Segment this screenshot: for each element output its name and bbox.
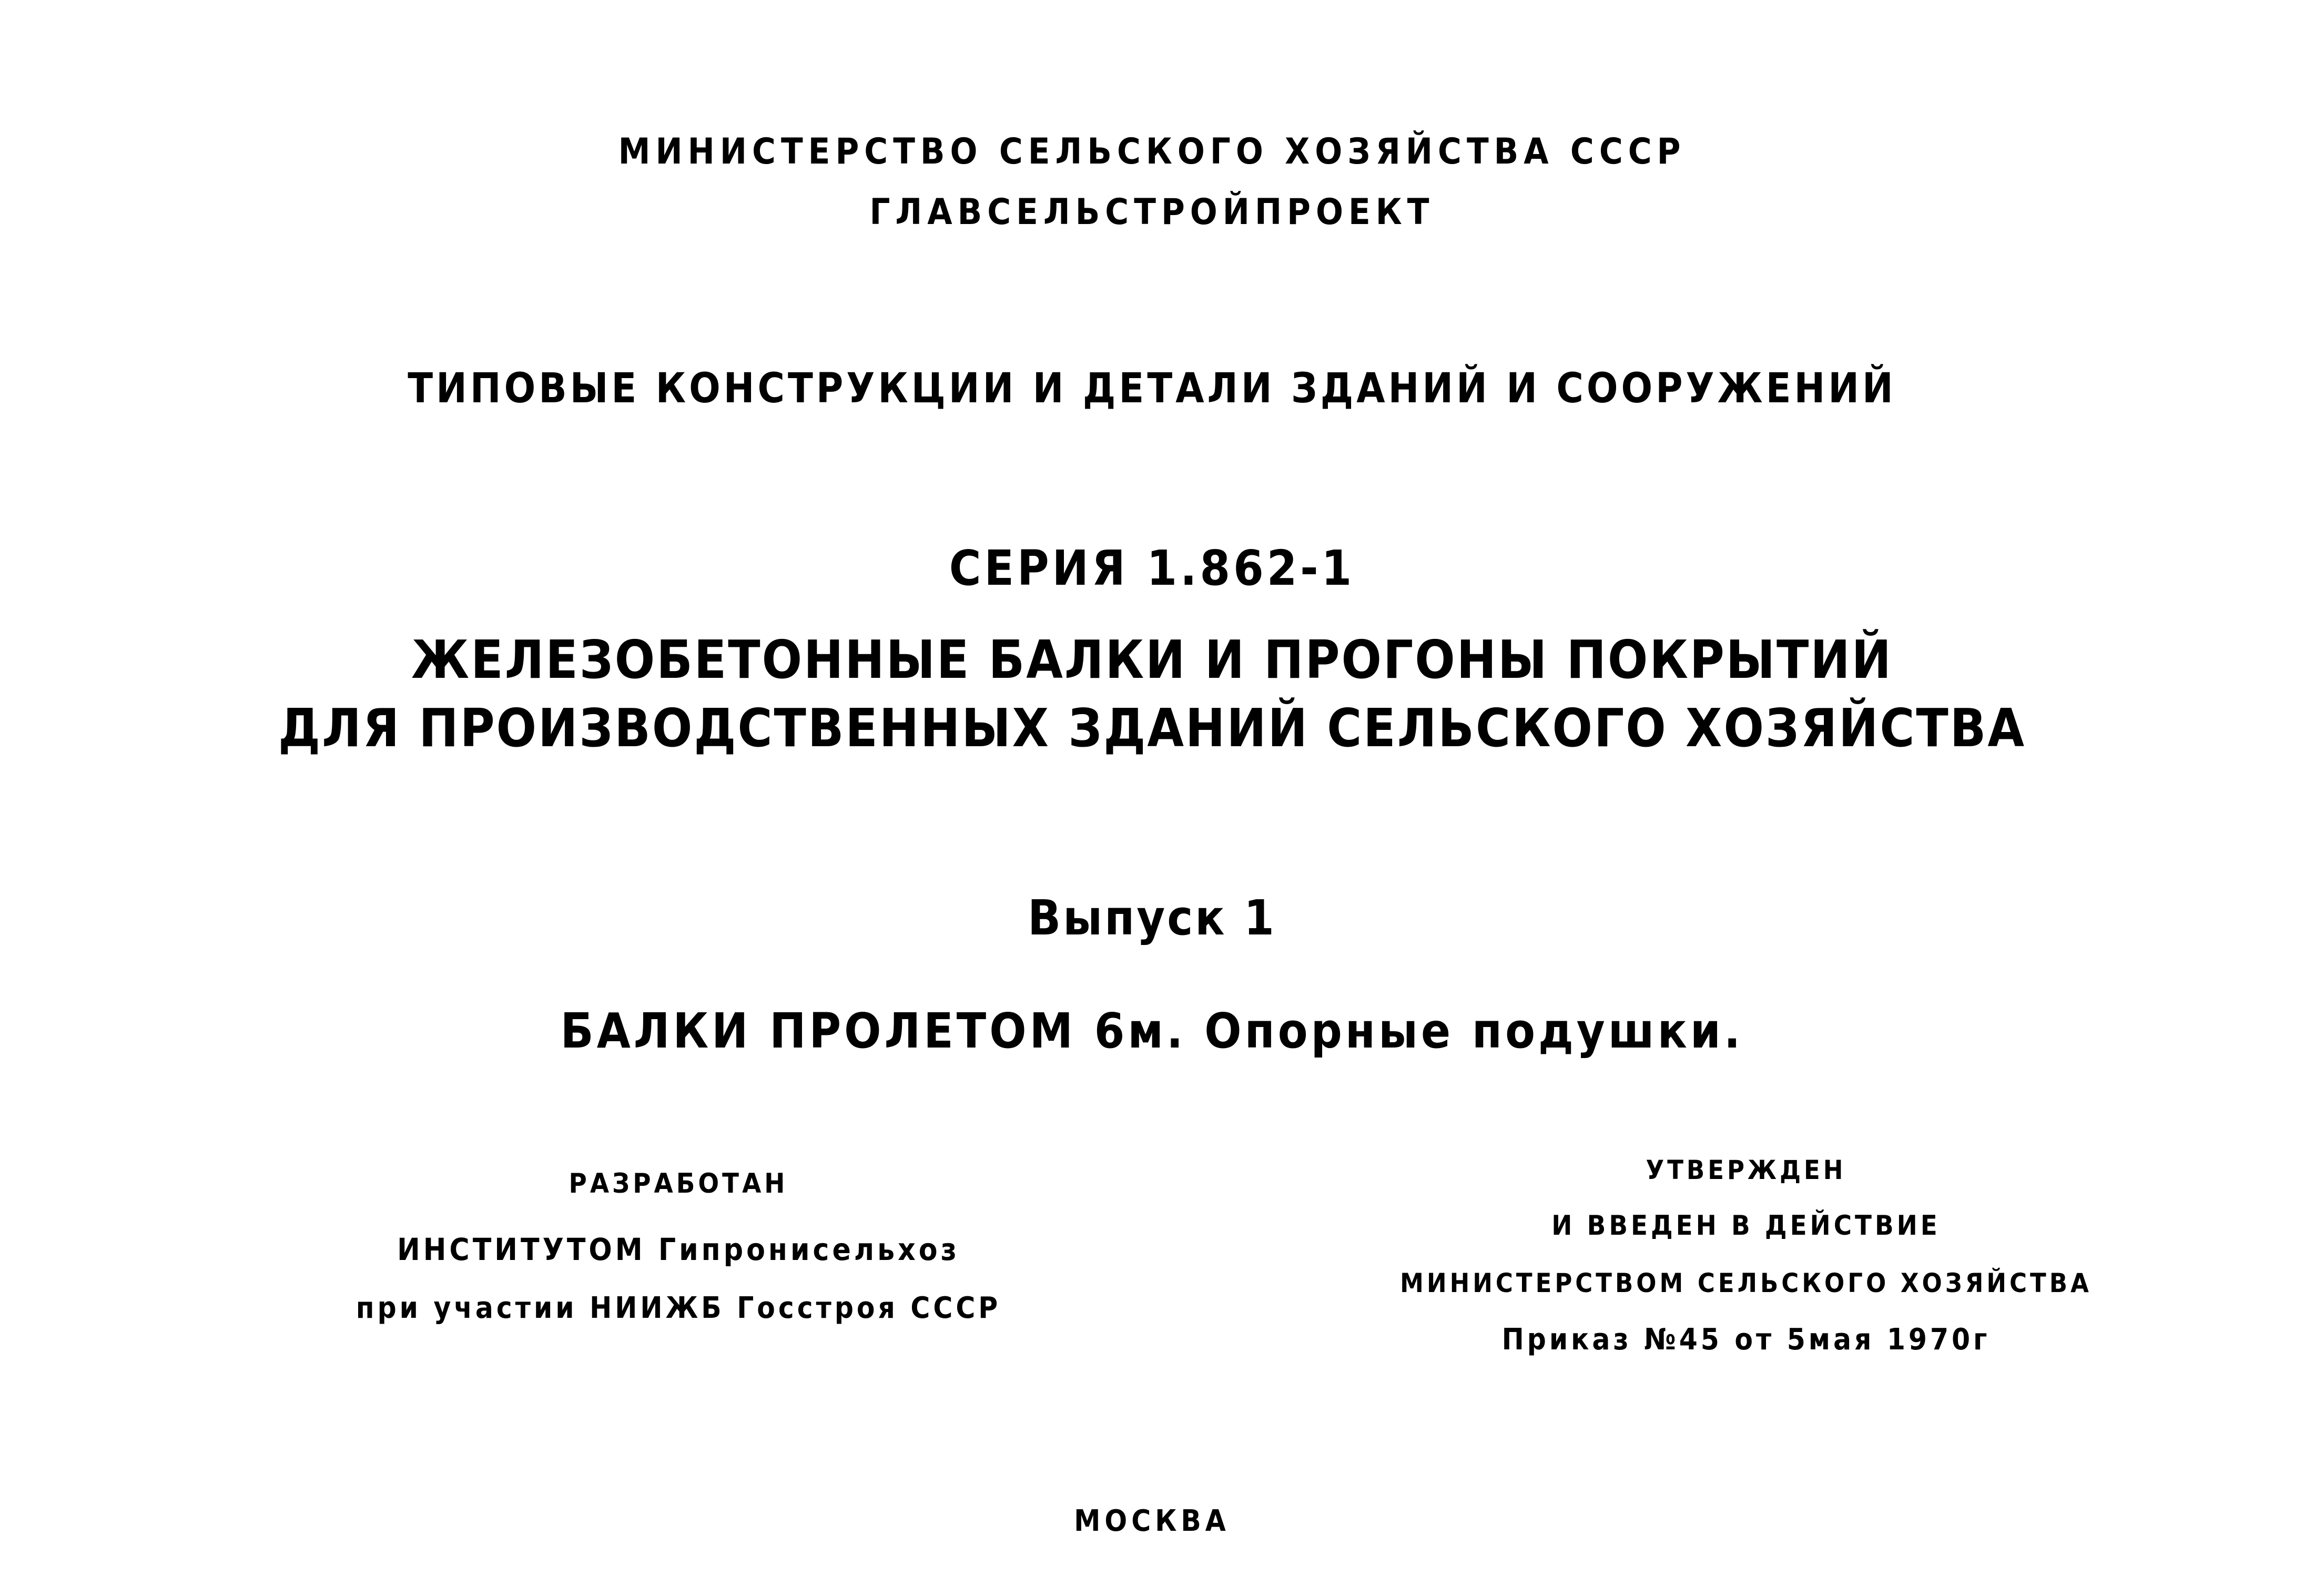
approved-ministry: МИНИСТЕРСТВОМ СЕЛЬСКОГО ХОЗЯЙСТВА [1400, 1268, 2092, 1298]
organization-heading: ГЛАВСЕЛЬСТРОЙПРОЕКТ [869, 191, 1435, 233]
developer-block [310, 1170, 1047, 1323]
city-label: МОСКВА [1074, 1504, 1230, 1538]
series-label: СЕРИЯ 1.862-1 [949, 540, 1355, 596]
developed-label: РАЗРАБОТАН [569, 1168, 788, 1199]
approved-order: Приказ №45 от 5мая 1970г [1501, 1323, 1991, 1357]
issue-subtitle: БАЛКИ ПРОЛЕТОМ 6м. Опорные подушки. [560, 1003, 1744, 1059]
developed-institute: ИНСТИТУТОМ Гипронисельхоз [397, 1232, 960, 1267]
series-title-line-1: ЖЕЛЕЗОБЕТОННЫЕ БАЛКИ И ПРОГОНЫ ПОКРЫТИЙ [411, 629, 1893, 690]
ministry-heading: МИНИСТЕРСТВО СЕЛЬСКОГО ХОЗЯЙСТВА СССР [618, 131, 1686, 172]
approved-label: УТВЕРЖДЕН [1646, 1155, 1846, 1185]
issue-label: Выпуск 1 [1028, 890, 1276, 946]
developed-participation: при участии НИИЖБ Госстроя СССР [356, 1291, 1001, 1325]
series-title-line-2: ДЛЯ ПРОИЗВОДСТВЕННЫХ ЗДАНИЙ СЕЛЬСКОГО ХОЗЯЙСТВА [278, 697, 2026, 759]
approved-enacted: И ВВЕДЕН В ДЕЙСТВИЕ [1551, 1210, 1941, 1242]
approval-block [1378, 1157, 2114, 1355]
collection-heading: ТИПОВЫЕ КОНСТРУКЦИИ И ДЕТАЛИ ЗДАНИЙ И СООРУЖЕНИЙ [408, 365, 1896, 412]
